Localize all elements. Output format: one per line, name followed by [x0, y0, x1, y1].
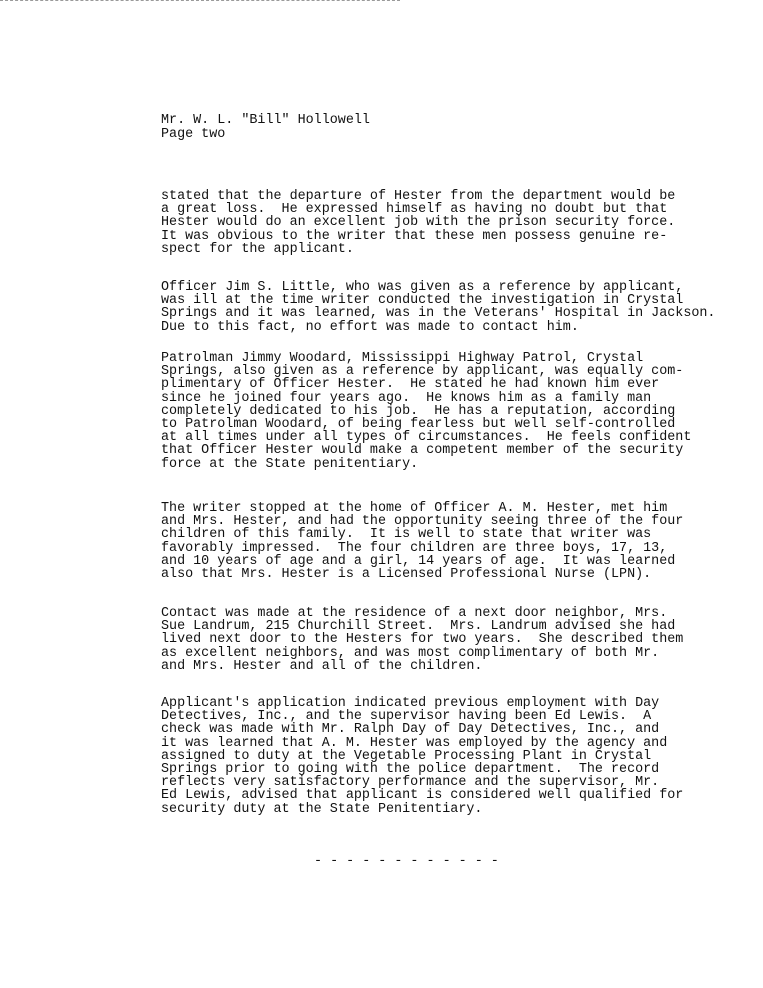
paragraph-line: children of this family. It is well to state that writer was [161, 527, 652, 543]
paragraph-line: Due to this fact, no effort was made to contact him. [161, 319, 579, 335]
paragraph-line: and Mrs. Hester and all of the children. [161, 658, 483, 674]
paragraph-5 [161, 607, 683, 673]
paragraph-line: check was made with Mr. Ralph Day of Day Detectives, Inc., and [161, 722, 660, 738]
paragraph-line: favorably impressed. The four children are three boys, 17, 13, [161, 540, 668, 556]
paragraph-line: Contact was made at the residence of a next door neighbor, Mrs. [161, 606, 668, 621]
paragraph-line: completely dedicated to his job. He has a reputation, according [161, 403, 676, 419]
paragraph-line: at all times under all types of circumstances. He feels confident [161, 430, 692, 446]
paragraph-1 [161, 190, 675, 256]
paragraph-line: Patrolman Jimmy Woodard, Mississippi Highway Patrol, Crystal [161, 351, 644, 366]
paragraph-2 [161, 281, 715, 334]
paragraph-line: and Mrs. Hester, and had the opportunity seeing three of the four [161, 514, 684, 530]
paragraph-line: also that Mrs. Hester is a Licensed Professional Nurse (LPN). [161, 567, 652, 583]
paragraph-line: Springs and it was learned, was in the Veterans' Hospital in Jackson. [161, 306, 716, 322]
paragraph-line: as excellent neighbors, and was most complimentary of both Mr. [161, 645, 660, 661]
closing-dash-line: - - - - - - - - - - - - [314, 854, 499, 869]
paragraph-line: and 10 years of age and a girl, 14 years of age. It was learned [161, 553, 676, 569]
paragraph-line: Springs, also given as a reference by applicant, was equally com- [161, 364, 684, 380]
paragraph-line: The writer stopped at the home of Officer A. M. Hester, met him [161, 501, 668, 516]
paragraph-4 [161, 502, 683, 581]
paragraph-line: a great loss. He expressed himself as having no doubt but that [161, 202, 668, 218]
paragraph-6 [161, 697, 683, 816]
paragraph-line: since he joined four years ago. He knows him as a family man [161, 390, 652, 406]
paragraph-3 [161, 352, 691, 471]
paragraph-line: was ill at the time writer conducted the investigation in Crystal [161, 293, 684, 309]
page-label: Page two [161, 127, 226, 142]
paragraph-line: Springs prior to going with the police department. The record [161, 762, 660, 778]
paragraph-line: Detectives, Inc., and the supervisor having been Ed Lewis. A [161, 709, 652, 725]
paragraph-line: Applicant's application indicated previous employment with Day [161, 696, 660, 711]
paragraph-line: spect for the applicant. [161, 241, 354, 257]
paragraph-line: stated that the departure of Hester from the department would be [161, 189, 676, 204]
paragraph-line: security duty at the State Penitentiary. [161, 801, 483, 817]
top-dashed-rule [0, 0, 400, 1]
paragraph-line: It was obvious to the writer that these men possess genuine re- [161, 228, 668, 244]
paragraph-line: force at the State penitentiary. [161, 456, 419, 472]
addressee-line: Mr. W. L. "Bill" Hollowell [161, 113, 370, 128]
paragraph-line: Ed Lewis, advised that applicant is considered well qualified for [161, 788, 684, 804]
paragraph-line: that Officer Hester would make a competent member of the security [161, 443, 684, 459]
paragraph-line: lived next door to the Hesters for two years. She described them [161, 632, 684, 648]
paragraph-line: Hester would do an excellent job with the prison security force. [161, 215, 676, 231]
paragraph-line: reflects very satisfactory performance and the supervisor, Mr. [161, 775, 660, 791]
paragraph-line: Officer Jim S. Little, who was given as a reference by applicant, [161, 280, 684, 295]
paragraph-line: assigned to duty at the Vegetable Processing Plant in Crystal [161, 748, 652, 764]
letter-header [161, 114, 370, 142]
paragraph-line: it was learned that A. M. Hester was employed by the agency and [161, 735, 668, 751]
paragraph-line: plimentary of Officer Hester. He stated he had known him ever [161, 377, 660, 393]
paragraph-line: Sue Landrum, 215 Churchill Street. Mrs. Landrum advised she had [161, 619, 676, 635]
paragraph-line: to Patrolman Woodard, of being fearless but well self-controlled [161, 417, 676, 433]
